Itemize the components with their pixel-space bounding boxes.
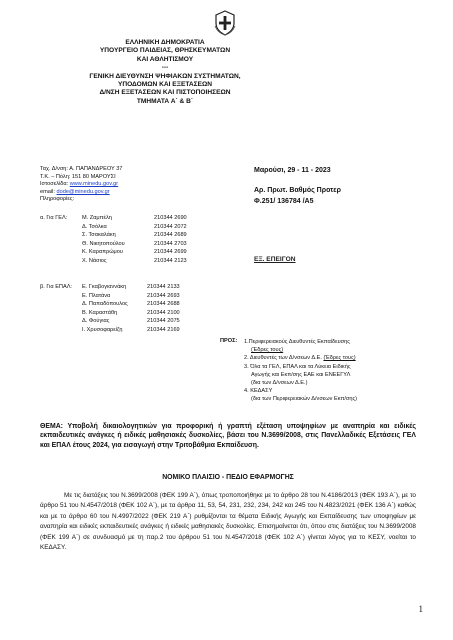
contact-phone: 210344 2072	[154, 223, 187, 230]
recipient-line: 3. Όλα τα ΓΕΛ, ΕΠΑΛ και τα Λύκεια Ειδικής	[244, 363, 351, 370]
recipients-label: ΠΡΟΣ:	[220, 338, 238, 344]
urgency-label: ΕΞ. ΕΠΕΙΓΟΝ	[254, 256, 296, 263]
contact-phone: 210344 2169	[147, 326, 180, 333]
address-street: Ταχ. Δ/νση: Α. ΠΑΠΑΝΔΡΕΟΥ 37	[40, 166, 123, 172]
recipient-line: Αγωγής και Εκπ/σης ΕΑΕ και ΕΝΕΕΓΥΛ	[251, 371, 351, 378]
contact-name: Σ. Τσακαλάκη	[82, 232, 116, 238]
ministry-header	[40, 39, 290, 106]
protocol-number: Φ.251/ 136784 /Α5	[254, 198, 314, 205]
contact-row	[40, 215, 67, 221]
contact-phone: 210344 2123	[154, 257, 187, 264]
contact-name: Χ. Νάσιος	[82, 257, 107, 264]
address-city: Τ.Κ. – Πόλη: 151 80 ΜΑΡΟΥΣΙ	[40, 173, 116, 180]
recipient-line-prefix: 2. Διευθυντές των Δ/νσεων Δ.Ε.	[244, 355, 324, 362]
contact-name: Δ. Παπαδόπουλος	[82, 301, 128, 307]
contact-phone: 210344 2688	[147, 301, 180, 307]
contact-phone: 210344 2703	[154, 240, 187, 247]
subject-paragraph: ΘΕΜΑ: Υποβολή δικαιολογητικών για προφορική ή γραπτή εξέταση υποψηφίων με αναπηρία και ειδικές εκπαιδευτικές ανάγκες ή ειδικές μαθησιακές δυσκολίες, βάσει του Ν.3699/2008, στις Πανελλαδικές Εξετάσεις ΓΕΛ και ΕΠΑΛ έτους 2024, για εισαγωγή στην Τριτοβάθμια Εκπαίδευση.	[40, 423, 416, 449]
contact-name: Μ. Ζαμπέλη	[82, 215, 112, 221]
header-line: ΥΠΟΔΟΜΩΝ ΚΑΙ ΕΞΕΤΑΣΕΩΝ	[117, 81, 213, 89]
header-line: ΥΠΟΥΡΓΕΙΟ ΠΑΙΔΕΙΑΣ, ΘΡΗΣΚΕΥΜΑΤΩΝ	[99, 47, 231, 55]
contact-name: Β. Καραστάθη	[82, 309, 118, 316]
header-line: Δ/ΝΣΗ ΕΞΕΤΑΣΕΩΝ ΚΑΙ ΠΙΣΤΟΠΟΙΗΣΕΩΝ	[99, 89, 231, 97]
contact-phone: 210344 2133	[147, 284, 180, 290]
body-paragraph: Με τις διατάξεις του Ν.3699/2008 (ΦΕΚ 199 Α΄), όπως τροποποιήθηκε με το άρθρο 28 του Ν.4186/2013 (ΦΕΚ 193 Α΄), με το άρθρο 51 του Ν.4547/2018 (ΦΕΚ 102 Α΄), με τα άρθρα 11, 53, 54, 231, 232, 234, 242 και 245 του Ν.4823/2021 (ΦΕΚ 136 Α΄) καθώς και με το άρθρο 60 του Ν.4997/2022 (ΦΕΚ 219 Α΄) ρυθμίζονται τα θέματα Ειδικής Αγωγής και Εκπαίδευσης των υποψηφίων με αναπηρία και ειδικές εκπαιδευτικές ανάγκες ή ειδικές μαθησιακές δυσκολίες. Επισημαίνεται ότι, όπου στις διατάξεις του Ν.3699/2008 (ΦΕΚ 199 Α΄) σε συνδυασμό με τη παρ.2 του άρθρου 51 του Ν.4547/2018 (ΦΕΚ 102 Α΄) γίνεται λόγος για το ΚΕΣΥ, νοείται το ΚΕΔΑΣΥ.	[40, 492, 416, 552]
document-date: Μαρούσι, 29 - 11 - 2023	[254, 167, 331, 174]
email-link[interactable]: dode@minedu.gov.gr	[56, 188, 110, 195]
recipient-line: (δια των Δ/νσεων Δ.Ε.)	[251, 380, 308, 387]
recipient-line: 1.Περιφερειακούς Διευθυντές Εκπαίδευσης	[244, 339, 350, 345]
contact-phone: 210344 2693	[147, 292, 180, 299]
email-row	[40, 189, 122, 197]
contact-phone: 210344 2699	[154, 249, 187, 255]
contact-prefix: α. Για ΓΕΛ:	[40, 215, 68, 221]
header-line: ΓΕΝΙΚΗ ΔΙΕΥΘΥΝΣΗ ΨΗΦΙΑΚΩΝ ΣΥΣΤΗΜΑΤΩΝ,	[89, 72, 241, 80]
website-link[interactable]: www.minedu.gov.gr	[69, 181, 119, 188]
recipient-line: 4. ΚΕΔΑΣΥ	[244, 388, 273, 395]
email-label: email:	[40, 188, 57, 195]
info-label: Πληροφορίες:	[40, 196, 75, 203]
header-line: ---	[161, 64, 169, 72]
recipients-list	[244, 338, 357, 404]
website-label: Ιστοσελίδα:	[40, 181, 70, 188]
recipient-line: (δια των Περιφερειακών Δ/νσεων Εκπ/σης)	[251, 396, 358, 403]
contact-name: Κ. Καραπρώμου	[82, 249, 123, 255]
header-line: ΤΜΗΜΑΤΑ Α΄ & Β΄	[136, 97, 194, 105]
header-line: ΚΑΙ ΑΘΛΗΤΙΣΜΟΥ	[136, 55, 194, 63]
address-block	[40, 166, 122, 204]
header-line: ΕΛΛΗΝΙΚΗ ΔΗΜΟΚΡΑΤΙΑ	[125, 39, 205, 46]
section-title: ΝΟΜΙΚΟ ΠΛΑΙΣΙΟ - ΠΕΔΙΟ ΕΦΑΡΜΟΓΗΣ	[162, 474, 294, 481]
protocol-label: Αρ. Πρωτ. Βαθμός Προτερ	[254, 187, 341, 194]
contact-name: Ε. Γκαβογιαννάκη	[82, 284, 127, 290]
recipient-line: (Έδρες τους)	[251, 347, 284, 354]
recipient-line	[244, 354, 357, 362]
contact-name: Ε. Πλατάνα	[82, 292, 111, 299]
contact-phone: 210344 2689	[154, 232, 187, 238]
contact-phone: 210344 2075	[147, 318, 180, 324]
recipient-line-suffix: (Έδρες τους)	[323, 355, 356, 362]
contact-name: Δ. Τσόλκα	[82, 223, 107, 230]
contact-name: Θ. Νικητοπούλου	[82, 240, 125, 247]
contact-phone: 210344 2100	[147, 309, 180, 316]
coat-of-arms-icon	[213, 10, 237, 36]
website-row	[40, 181, 122, 189]
contact-name: Δ. Φούγιας	[82, 318, 110, 324]
page-number: 1	[418, 604, 423, 614]
contact-phone: 210344 2690	[154, 215, 187, 221]
contact-name: Ι. Χρυσοφαρείζη	[82, 326, 123, 333]
contact-prefix: β. Για ΕΠΑΛ:	[40, 284, 72, 290]
